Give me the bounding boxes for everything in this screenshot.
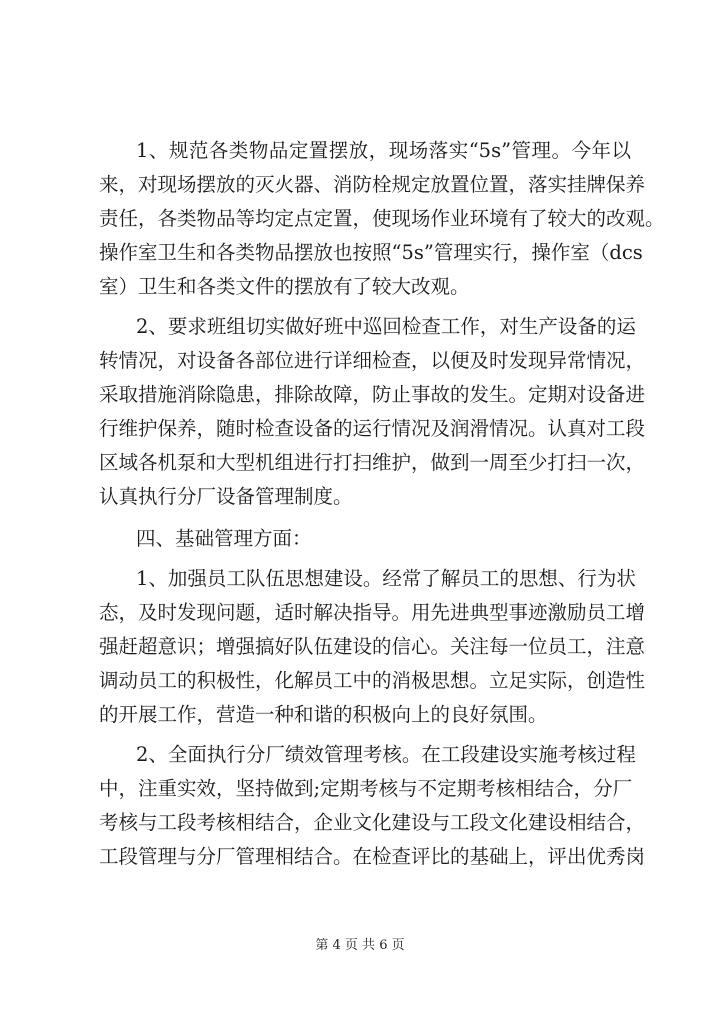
paragraph-3-line-5: 的开展工作，营造一种和谐的积极向上的良好氛围。: [99, 703, 548, 726]
paragraph-4-line-2: 中，注重实效，坚持做到;定期考核与不定期考核相结合，分厂: [99, 777, 633, 800]
paragraph-3-line-1: 1、加强员工队伍思想建设。经常了解员工的思想、行为状: [136, 567, 636, 590]
paragraph-1-line-4: 操作室卫生和各类物品摆放也按照“5s”管理实行，操作室（dcs: [99, 241, 643, 264]
paragraph-2-line-4: 行维护保养，随时检查设备的运行情况及润滑情况。认真对工段: [99, 417, 646, 440]
paragraph-4-line-1: 2、全面执行分厂绩效管理考核。在工段建设实施考核过程: [136, 743, 636, 766]
paragraph-4-line-3: 考核与工段考核相结合，企业文化建设与工段文化建设相结合，: [99, 811, 646, 834]
paragraph-2-line-2: 转情况，对设备各部位进行详细检查，以便及时发现异常情况，: [99, 349, 646, 372]
paragraph-3-line-2: 态，及时发现问题，适时解决指导。用先进典型事迹激励员工增: [99, 601, 646, 624]
paragraph-2-line-6: 认真执行分厂设备管理制度。: [99, 485, 353, 508]
section-heading: 四、基础管理方面：: [136, 527, 312, 550]
paragraph-1-line-1: 1、规范各类物品定置摆放，现场落实“5s”管理。今年以: [136, 139, 631, 162]
paragraph-1-line-5: 室）卫生和各类文件的摆放有了较大改观。: [99, 275, 470, 298]
paragraph-2-line-5: 区域各机泵和大型机组进行打扫维护，做到一周至少打扫一次，: [99, 451, 646, 474]
paragraph-2-line-3: 采取措施消除隐患，排除故障，防止事故的发生。定期对设备进: [99, 383, 646, 406]
paragraph-4-line-4: 工段管理与分厂管理相结合。在检查评比的基础上，评出优秀岗: [99, 845, 646, 868]
paragraph-3-line-3: 强赶超意识；增强搞好队伍建设的信心。关注每一位员工，注意: [99, 635, 646, 658]
page-footer: 第 4 页 共 6 页: [315, 938, 405, 953]
paragraph-1-line-2: 来，对现场摆放的灭火器、消防栓规定放置位置，落实挂牌保养: [99, 173, 646, 196]
paragraph-2-line-1: 2、要求班组切实做好班中巡回检查工作，对生产设备的运: [136, 315, 636, 338]
paragraph-3-line-4: 调动员工的积极性，化解员工中的消极思想。立足实际，创造性: [99, 669, 646, 692]
paragraph-1-line-3: 责任，各类物品等均定点定置，使现场作业环境有了较大的改观。: [99, 207, 665, 230]
